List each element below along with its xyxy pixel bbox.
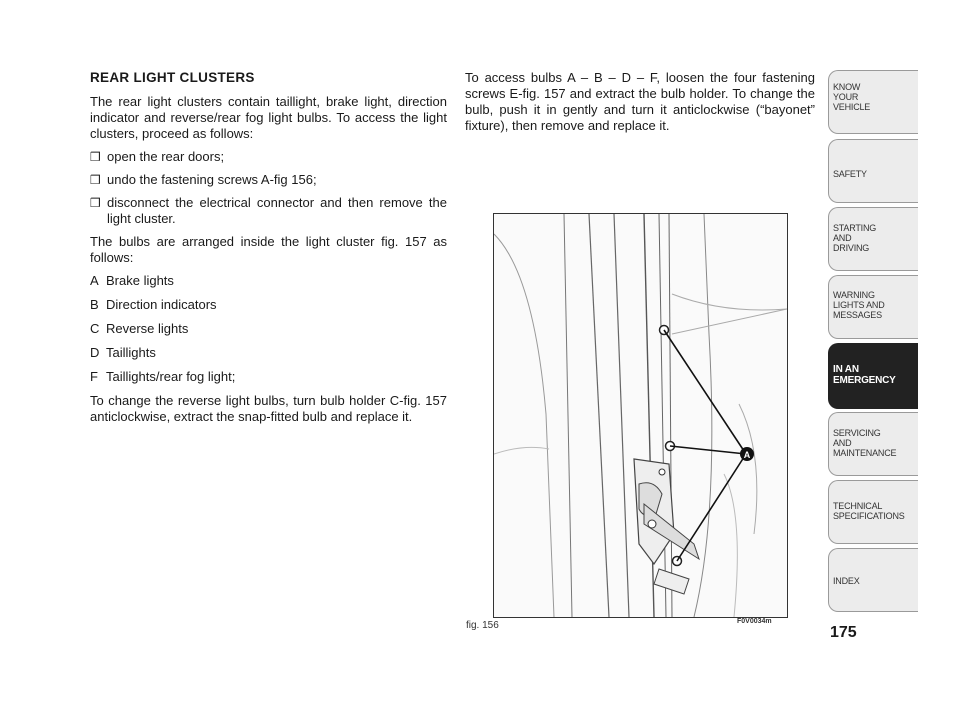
step-item: ❒ disconnect the electrical connector and then remove the light cluster. xyxy=(90,195,447,226)
legend-item: B Direction indicators xyxy=(90,297,217,312)
legend-item: A Brake lights xyxy=(90,273,174,288)
section-heading: REAR LIGHT CLUSTERS xyxy=(90,70,255,85)
tab-safety[interactable]: SAFETY xyxy=(828,139,918,203)
checkbox-bullet-icon: ❒ xyxy=(90,150,101,164)
page-number: 175 xyxy=(830,624,857,641)
legend-item: D Taillights xyxy=(90,345,156,360)
left-column xyxy=(90,70,447,432)
checkbox-bullet-icon: ❒ xyxy=(90,196,101,210)
door-hinge-drawing xyxy=(494,214,787,617)
tab-servicing-and-maintenance[interactable]: SERVICING AND MAINTENANCE xyxy=(828,412,918,476)
legend-item: F Taillights/rear fog light; xyxy=(90,369,236,384)
tab-know-your-vehicle[interactable]: KNOW YOUR VEHICLE xyxy=(828,70,918,134)
tab-technical-specifications[interactable]: TECHNICAL SPECIFICATIONS xyxy=(828,480,918,544)
figure-caption: fig. 156 xyxy=(466,620,499,631)
reverse-note: To change the reverse light bulbs, turn bulb holder C-fig. 157 anticlockwise, extract the snap-fitted bulb and replace it. xyxy=(90,393,447,424)
tab-in-an-emergency[interactable]: IN AN EMERGENCY xyxy=(828,343,918,409)
callout-label: A xyxy=(743,450,751,460)
step-item: ❒ undo the fastening screws A-fig 156; xyxy=(90,172,317,187)
step-item: ❒ open the rear doors; xyxy=(90,149,225,164)
access-paragraph: To access bulbs A – B – D – F, loosen the four fastening screws E-fig. 157 and extract the bulb holder. To change the bulb, push it in gently and turn it anticlockwise (“bayonet” fixture), then remove and replace it. xyxy=(465,70,815,133)
checkbox-bullet-icon: ❒ xyxy=(90,173,101,187)
right-column xyxy=(465,70,815,134)
bulbs-intro: The bulbs are arranged inside the light cluster fig. 157 as follows: xyxy=(90,234,447,265)
tab-starting-and-driving[interactable]: STARTING AND DRIVING xyxy=(828,207,918,271)
legend-item: C Reverse lights xyxy=(90,321,189,336)
tab-warning-lights-and-messages[interactable]: WARNING LIGHTS AND MESSAGES xyxy=(828,275,918,339)
intro-paragraph: The rear light clusters contain taillight, brake light, direction indicator and reverse/rear fog light bulbs. To access the light clusters, proceed as follows: xyxy=(90,94,447,141)
figure-code: F0V0034m xyxy=(737,618,772,625)
tab-index[interactable]: INDEX xyxy=(828,548,918,612)
figure-156-illustration xyxy=(493,213,788,618)
